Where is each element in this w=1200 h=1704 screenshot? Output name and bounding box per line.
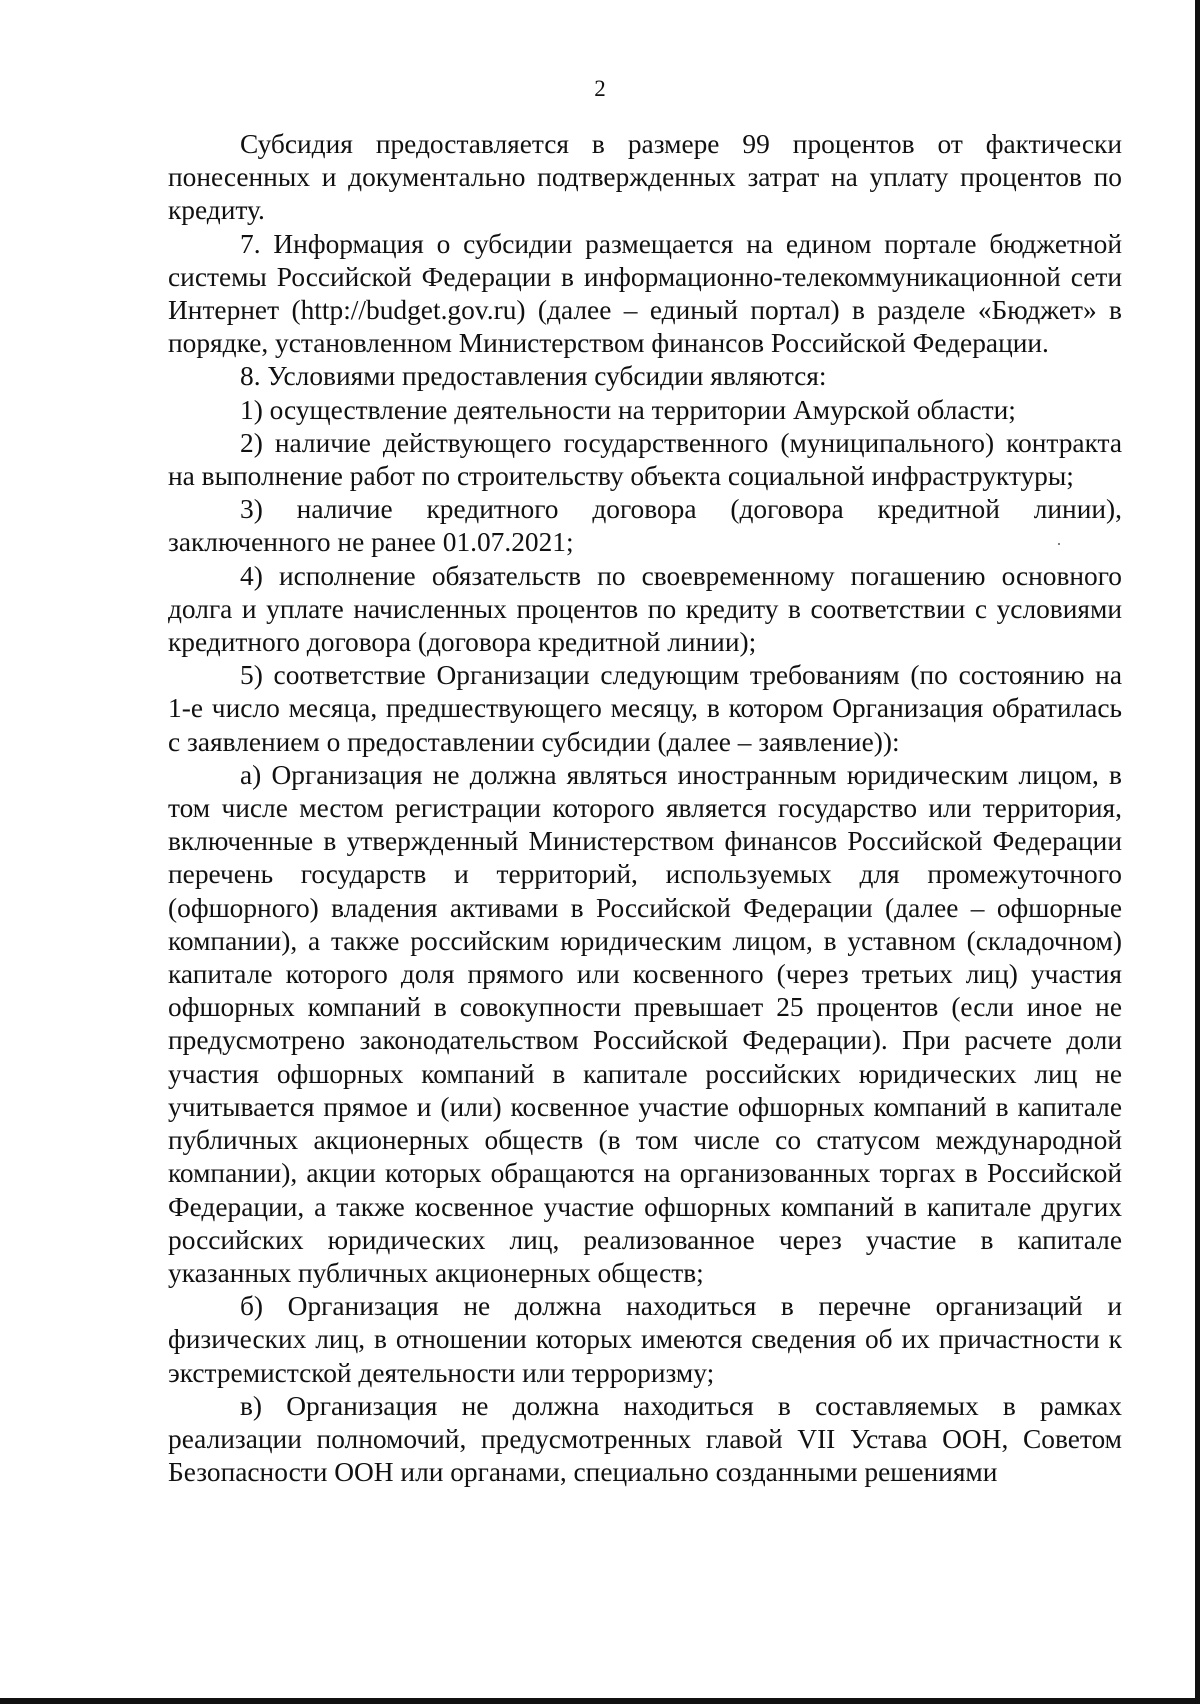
requirement-v: в) Организация не должна находиться в составляемых в рамках реализации полномочий, предусмотренных главой VII Устава ООН, Советом Безопасности ООН или органами, специально созданными решениями [168,1390,1122,1488]
scan-edge-bottom [0,1698,1200,1704]
scan-edge-right [1195,0,1200,1704]
condition-1: 1) осуществление деятельности на территории Амурской области; [240,394,1016,425]
condition-5: 5) соответствие Организации следующим требованиям (по состоянию на 1-е число месяца, предшествующего месяцу, в котором Организация обратилась с заявлением о предоставлении субсидии (далее – заявление)): [168,660,1122,757]
requirement-b: б) Организация не должна находиться в перечне организаций и физических лиц, в отношении которых имеются сведения об их причастности к экстремистской деятельности или терроризму; [168,1291,1122,1388]
requirement-a: а) Организация не должна являться иностранным юридическим лицом, в том числе местом регистрации которого является государство или территория, включенные в утвержденный Министерством финансов Российской Федерации перечень государств и территорий, используемых для промежуточного (офшорного) владения активами в Российской Федерации (далее – офшорные компании), а также российским юридическим лицом, в уставном (складочном) капитале которого доля прямого или косвенного (через третьих лиц) участия офшорных компаний в совокупности превышает 25 процентов (если иное не предусмотрено законодательством Российской Федерации). При расчете доли участия офшорных компаний в капитале российских юридических лиц не учитывается прямое и (или) косвенное участие офшорных компаний в капитале публичных акционерных обществ (в том числе со статусом международной компании), акции которых обращаются на организованных торгах в Российской Федерации, а также косвенное участие офшорных компаний в капитале других российских юридических лиц, реализованное через участие в капитале указанных публичных акционерных обществ; [168,759,1122,1288]
condition-2: 2) наличие действующего государственного (муниципального) контракта на выполнение работ по строительству объекта социальной инфраструктуры; [168,427,1122,492]
paragraph-8-conditions: 8. Условиями предоставления субсидии являются: [240,361,827,392]
document-body [168,128,1122,1489]
condition-4: 4) исполнение обязательств по своевременному погашению основного долга и уплате начисленных процентов по кредиту в соответствии с условиями кредитного договора (договора кредитной линии); [168,560,1122,658]
scan-speck [1058,543,1060,545]
paragraph-7-information: 7. Информация о субсидии размещается на едином портале бюджетной системы Российской Федерации в информационно-телекоммуникационной сети Интернет (http://budget.gov.ru) (далее – единый портал) в разделе «Бюджет» в порядке, установленном Министерством финансов Российской Федерации. [168,228,1122,359]
condition-3: 3) наличие кредитного договора (договора кредитной линии), заключенного не ранее 01.07.2021; [168,494,1122,558]
paragraph-subsidy-amount: Субсидия предоставляется в размере 99 процентов от фактически понесенных и документально подтвержденных затрат на уплату процентов по кредиту. [168,129,1122,226]
page-number: 2 [594,76,606,101]
